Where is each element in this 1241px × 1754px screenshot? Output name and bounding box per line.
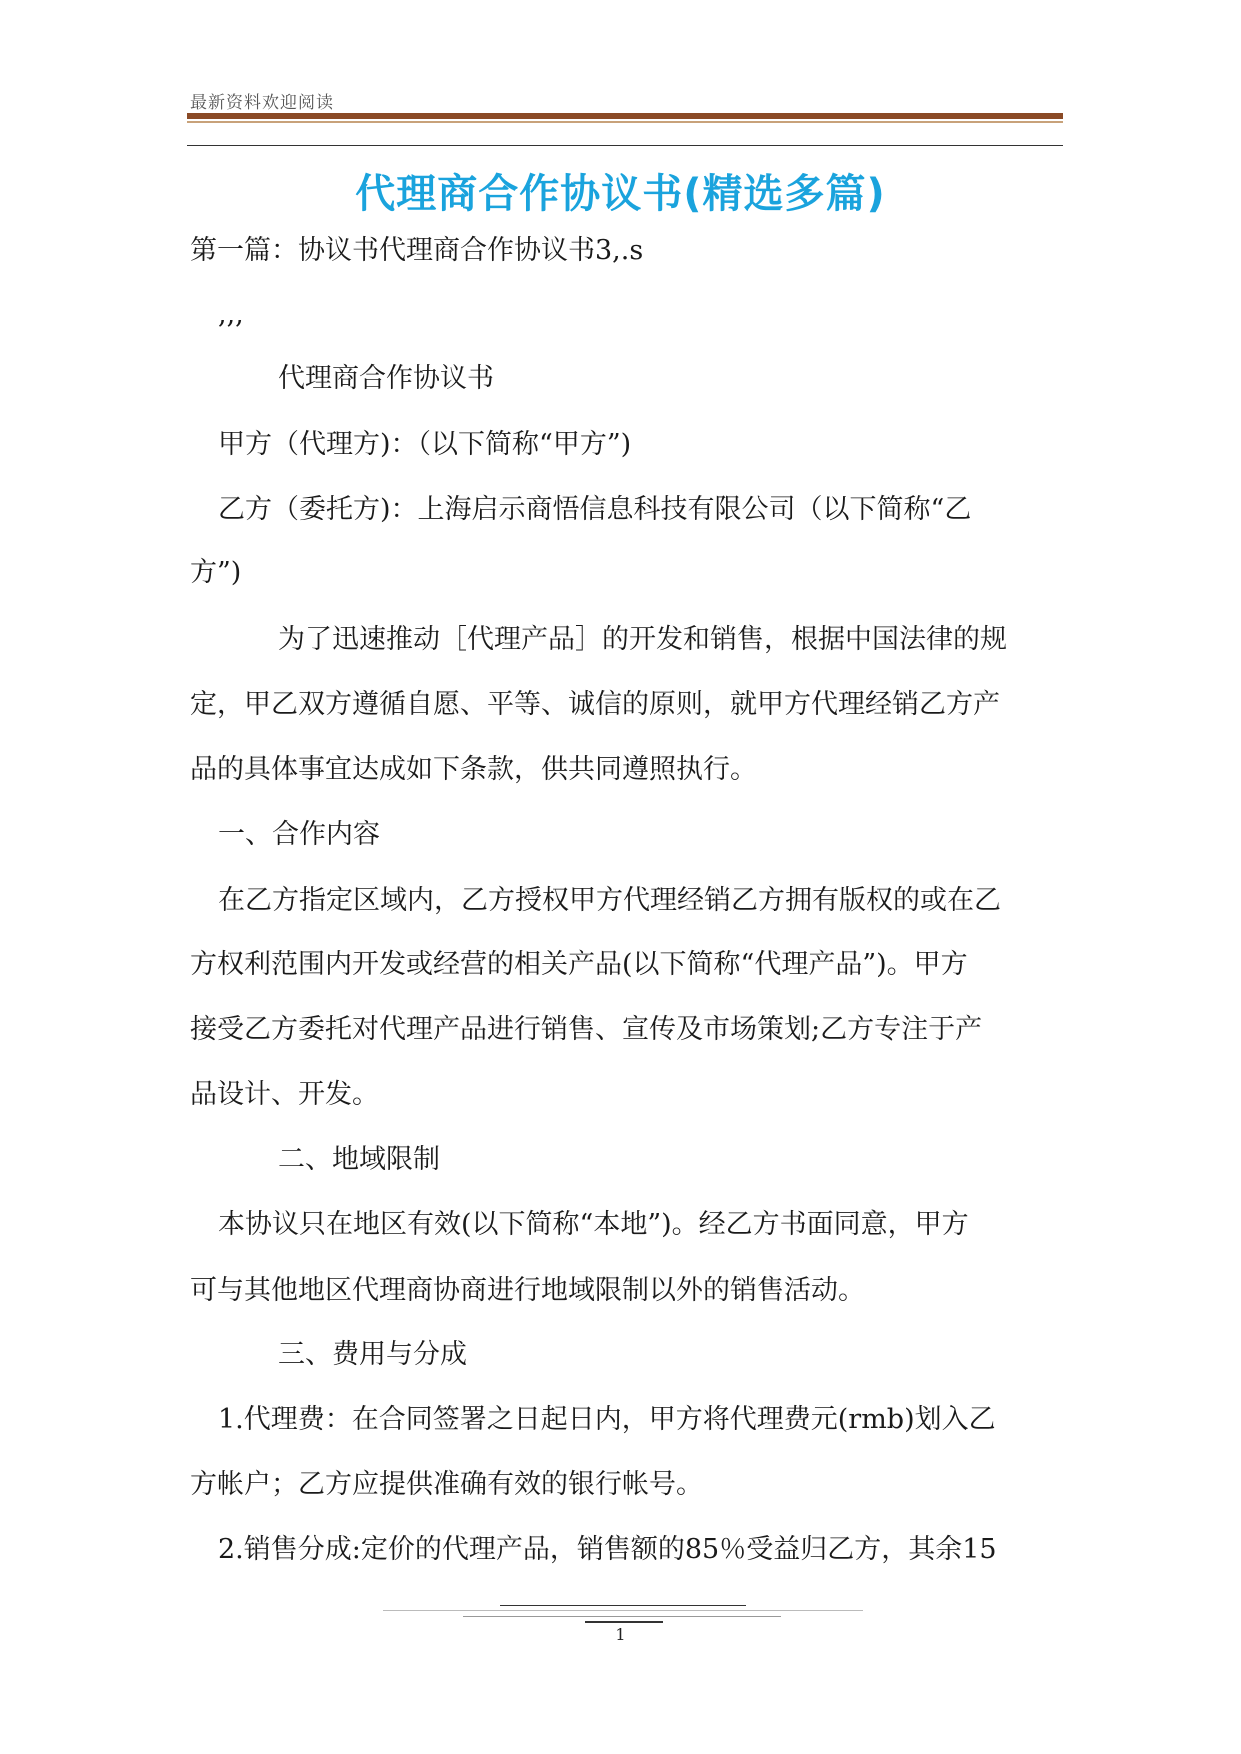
document-title: 代理商合作协议书(精选多篇) [355, 171, 886, 217]
body-line: 方帐户；乙方应提供准确有效的银行帐号。 [190, 1469, 703, 1500]
header-rule-thick [187, 113, 1063, 119]
footer-rule [585, 1621, 663, 1623]
body-line: 品设计、开发。 [190, 1079, 379, 1110]
body-line: 为了迅速推动［代理产品］的开发和销售，根据中国法律的规 [278, 624, 1007, 655]
header-rule-thin [187, 121, 1063, 123]
body-line: 第一篇：协议书代理商合作协议书3,.s [190, 235, 644, 266]
body-line: ,,, [218, 299, 244, 330]
body-line: 定，甲乙双方遵循自愿、平等、诚信的原则，就甲方代理经销乙方产 [190, 689, 1000, 720]
header-rule-bottom [187, 145, 1063, 146]
body-line: 方”) [190, 557, 242, 588]
body-line: 接受乙方委托对代理产品进行销售、宣传及市场策划;乙方专注于产 [190, 1014, 983, 1045]
footer-rule [383, 1610, 863, 1611]
footer-rule [500, 1605, 746, 1606]
body-line: 方权利范围内开发或经营的相关产品(以下简称“代理产品”)。甲方 [190, 949, 968, 980]
body-line: 一、合作内容 [218, 819, 380, 850]
body-line: 可与其他地区代理商协商进行地域限制以外的销售活动。 [190, 1275, 865, 1306]
footer-rule [463, 1616, 781, 1617]
body-line: 在乙方指定区域内，乙方授权甲方代理经销乙方拥有版权的或在乙 [218, 885, 1001, 916]
header-text: 最新资料欢迎阅读 [190, 93, 334, 113]
body-line: 甲方（代理方)：（以下简称“甲方”) [218, 429, 632, 460]
body-line: 品的具体事宜达成如下条款，供共同遵照执行。 [190, 754, 757, 785]
body-line: 乙方（委托方)：上海启示商悟信息科技有限公司（以下简称“乙 [218, 494, 972, 525]
body-line: 代理商合作协议书 [278, 363, 494, 394]
page-number: 1 [615, 1625, 626, 1644]
body-line: 2.销售分成:定价的代理产品，销售额的85％受益归乙方，其余15 [218, 1534, 997, 1565]
body-line: 三、费用与分成 [278, 1339, 467, 1370]
body-line: 1.代理费：在合同签署之日起日内，甲方将代理费元(rmb)划入乙 [218, 1404, 996, 1435]
body-line: 二、地域限制 [278, 1144, 440, 1175]
body-line: 本协议只在地区有效(以下简称“本地”)。经乙方书面同意，甲方 [218, 1209, 969, 1240]
